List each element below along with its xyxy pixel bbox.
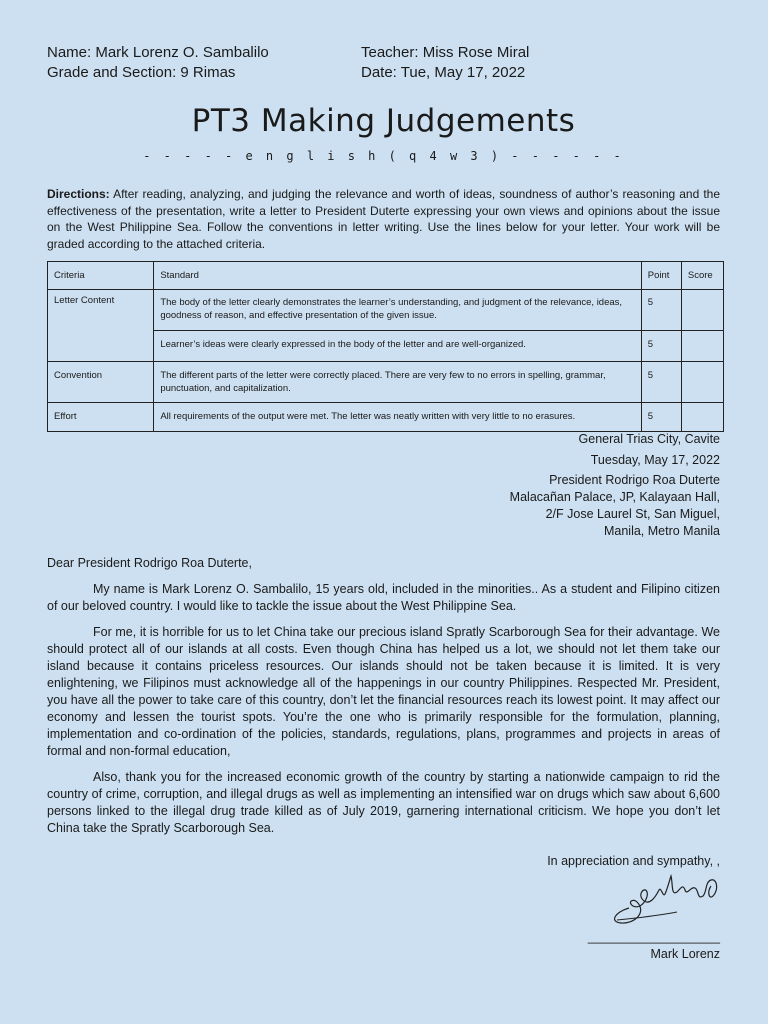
directions-text: After reading, analyzing, and judging the relevance and worth of ideas, soundness of author’s reasoning and the effectiveness of the presentation, write a letter to President Duterte expressing your own views and opinions about the issue on the West Philippine Sea. Follow the conventions in letter writing. Use the lines below for your letter. Your work will be graded according to the attached criteria. xyxy=(47,187,720,251)
teacher-name: Teacher: Miss Rose Miral xyxy=(361,44,530,61)
rubric-header-row xyxy=(48,262,724,290)
score-cell[interactable] xyxy=(681,331,723,362)
header-standard: Standard xyxy=(154,262,641,290)
point-cell: 5 xyxy=(641,403,681,432)
signer-name: Mark Lorenz xyxy=(650,947,720,961)
letter-place: General Trias City, Cavite xyxy=(578,432,720,446)
criteria-cell: Effort xyxy=(48,403,154,432)
signature-line: ___________________ xyxy=(587,930,720,944)
recipient-block xyxy=(47,472,720,540)
score-cell[interactable] xyxy=(681,290,723,331)
header-score: Score xyxy=(681,262,723,290)
recipient-line: Manila, Metro Manila xyxy=(603,524,720,538)
criteria-cell: Letter Content xyxy=(48,290,154,362)
salutation: Dear President Rodrigo Roa Duterte, xyxy=(47,556,252,570)
point-cell: 5 xyxy=(641,331,681,362)
letter-paragraph: My name is Mark Lorenz O. Sambalilo, 15 years old, included in the minorities.. As a student and Filipino citizen of our beloved country. I would like to tackle the issue about the West Philippine Sea. xyxy=(47,582,720,613)
recipient-line: President Rodrigo Roa Duterte xyxy=(549,473,720,487)
table-row xyxy=(48,362,724,403)
standard-cell: Learner’s ideas were clearly expressed in the body of the letter and are well-organized. xyxy=(154,331,641,362)
standard-cell: The body of the letter clearly demonstrates the learner’s understanding, and judgment of the relevance, ideas, goodness of reason, and effective presentation of the given issue. xyxy=(154,290,641,331)
standard-cell: All requirements of the output were met. The letter was neatly written with very little to no erasures. xyxy=(154,403,641,432)
page-subtitle: - - - - - e n g l i s h ( q 4 w 3 ) - - - - - - xyxy=(143,149,624,163)
point-cell: 5 xyxy=(641,362,681,403)
header-date: Date: Tue, May 17, 2022 xyxy=(361,64,526,81)
table-row xyxy=(48,290,724,331)
rubric-table xyxy=(47,261,724,432)
letter-body xyxy=(47,581,720,837)
header-criteria: Criteria xyxy=(48,262,154,290)
score-cell[interactable] xyxy=(681,403,723,432)
directions-label: Directions: xyxy=(47,187,110,201)
closing: In appreciation and sympathy, , xyxy=(547,854,720,868)
standard-cell: The different parts of the letter were correctly placed. There are very few to no errors in spelling, grammar, punctuation, and capitalization. xyxy=(154,362,641,403)
letter-paragraph: Also, thank you for the increased economic growth of the country by starting a nationwide campaign to rid the country of crime, corruption, and illegal drugs as well as implementing an intensified war on drugs which saw about 6,600 persons linked to the illegal drug trade killed as of July 2019, garnering international criticism. We hope you don’t let China take the Spratly Scarborough Sea. xyxy=(47,770,720,835)
letter-paragraph: For me, it is horrible for us to let China take our precious island Spratly Scarborough Sea for their advantage. We should protect all of our islands at all costs. Even though China has helped us a lot, we should not let them take our island because it contains priceless resources. Our islands should not be taken because it is limited. It is very enlightening, we Filipinos must acknowledge all of the happenings in our country Philippines. Respected Mr. President, you have all the power to take care of this country, don’t let the financial resources reach its lowest point. It may affect our economy and lessen the tourist spots. You’re the one who is primarily responsible for the formulation, planning, implementation and co-ordination of the policies, standards, regulations, plans, programmes and projects in areas of formal and non-formal education, xyxy=(47,625,720,758)
criteria-cell: Convention xyxy=(48,362,154,403)
recipient-line: 2/F Jose Laurel St, San Miguel, xyxy=(545,507,720,521)
directions xyxy=(47,186,720,252)
student-name: Name: Mark Lorenz O. Sambalilo xyxy=(47,44,269,61)
page-title: PT3 Making Judgements xyxy=(191,103,576,139)
header-point: Point xyxy=(641,262,681,290)
score-cell[interactable] xyxy=(681,362,723,403)
recipient-line: Malacañan Palace, JP, Kalayaan Hall, xyxy=(509,490,720,504)
point-cell: 5 xyxy=(641,290,681,331)
signature-image xyxy=(607,868,722,930)
letter-date: Tuesday, May 17, 2022 xyxy=(590,453,720,467)
grade-section: Grade and Section: 9 Rimas xyxy=(47,64,236,81)
table-row xyxy=(48,403,724,432)
